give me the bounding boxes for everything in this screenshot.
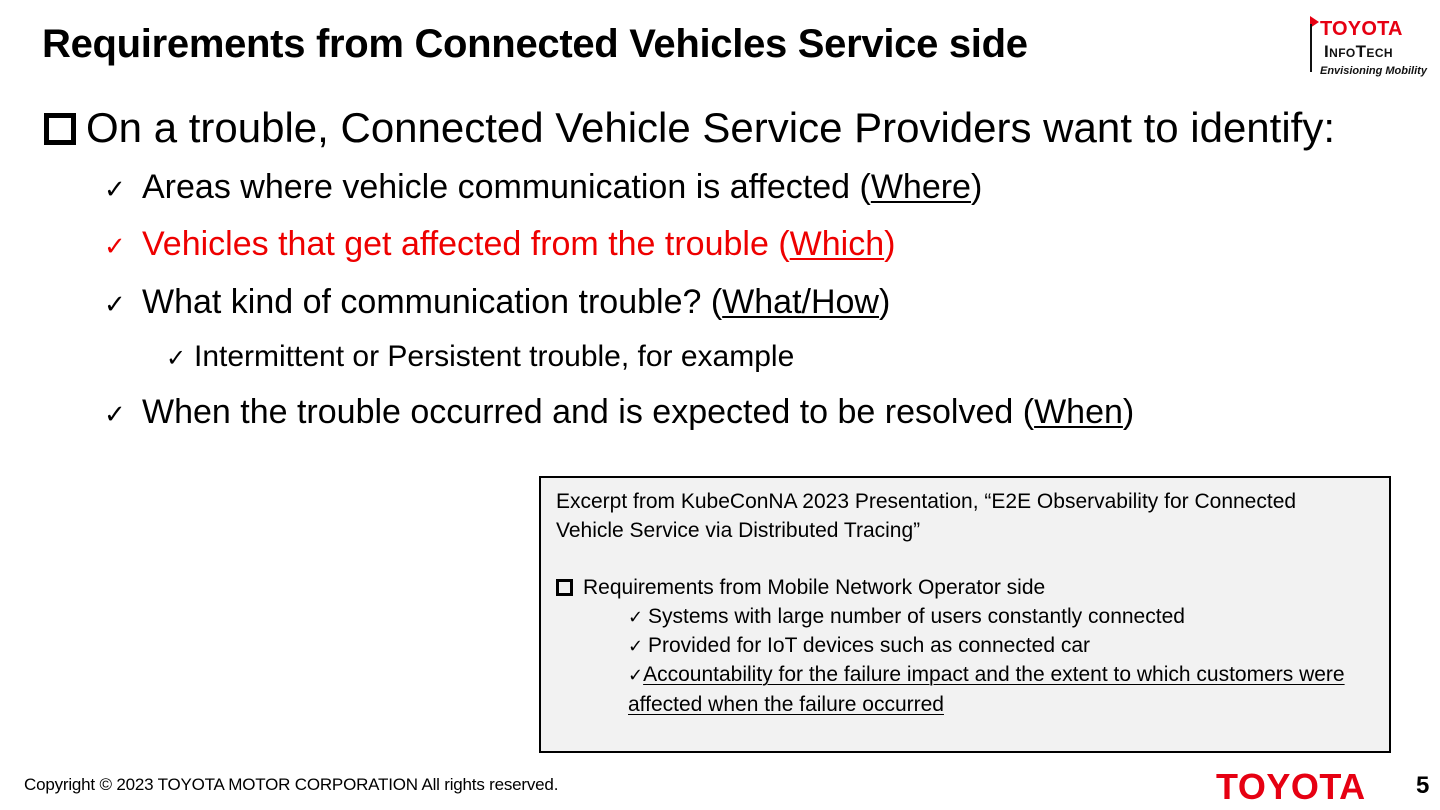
main-bullet-text: On a trouble, Connected Vehicle Service Providers want to identify:	[86, 104, 1336, 151]
excerpt-point	[628, 660, 1368, 719]
item-text: When the trouble occurred and is expected to be resolved (	[142, 393, 1035, 431]
checkmark-icon: ✓	[104, 290, 126, 320]
item-key: What/How	[722, 283, 879, 321]
toyota-logo: TOYOTA	[1216, 766, 1366, 807]
checkmark-icon: ✓	[166, 344, 187, 372]
checkmark-icon: ✓	[628, 636, 644, 657]
excerpt-point-text: Systems with large number of users constantly connected	[648, 605, 1185, 628]
item-post: )	[879, 283, 891, 321]
excerpt-heading: Excerpt from KubeConNA 2023 Presentation, “E2E Observability for Connected Vehicle Service via Distributed Tracing”	[556, 490, 1297, 542]
logo-line2: InfoTech	[1324, 42, 1393, 61]
excerpt-box	[539, 476, 1391, 753]
logo-tagline: Envisioning Mobility	[1320, 65, 1427, 77]
item-text: What kind of communication trouble? (	[142, 283, 723, 321]
checkmark-icon: ✓	[104, 400, 126, 430]
sub-bullet-item	[166, 340, 794, 374]
slide-title: Requirements from Connected Vehicles Service side	[42, 22, 1028, 66]
bullet-item-where	[104, 168, 982, 207]
item-post: )	[1122, 393, 1135, 431]
excerpt-point	[628, 602, 1185, 632]
checkmark-icon: ✓	[104, 232, 126, 262]
item-key: Where	[870, 168, 971, 206]
item-key: When	[1034, 393, 1123, 431]
copyright-notice: Copyright © 2023 TOYOTA MOTOR CORPORATION All rights reserved.	[24, 775, 559, 794]
logo-bar	[1310, 24, 1312, 72]
toyota-infotech-logo	[1306, 10, 1426, 80]
item-post: )	[970, 168, 983, 206]
page-number: 5	[1416, 772, 1430, 799]
excerpt-point	[628, 631, 1090, 661]
excerpt-point-text: Accountability for the failure impact and the extent to which customers were affected when the failure occurred	[628, 663, 1345, 716]
item-post: )	[884, 225, 896, 263]
bullet-item-which	[104, 225, 895, 264]
checkmark-icon: ✓	[628, 665, 644, 686]
checkmark-icon: ✓	[628, 607, 644, 628]
item-key: Which	[789, 225, 885, 263]
excerpt-requirement	[556, 573, 1045, 602]
square-bullet-icon	[44, 113, 76, 145]
main-bullet	[44, 104, 1335, 152]
requirement-text: Requirements from Mobile Network Operator side	[583, 576, 1046, 599]
item-text: Intermittent or Persistent trouble, for example	[194, 340, 795, 373]
checkmark-icon: ✓	[104, 175, 126, 205]
item-text: Vehicles that get affected from the trouble (	[142, 225, 790, 263]
bullet-item-when	[104, 393, 1134, 432]
bullet-item-what-how	[104, 283, 890, 322]
square-bullet-icon	[556, 579, 573, 596]
item-text: Areas where vehicle communication is affected (	[142, 168, 871, 206]
logo-line1: TOYOTA	[1320, 18, 1403, 40]
excerpt-point-text: Provided for IoT devices such as connected car	[648, 634, 1091, 657]
